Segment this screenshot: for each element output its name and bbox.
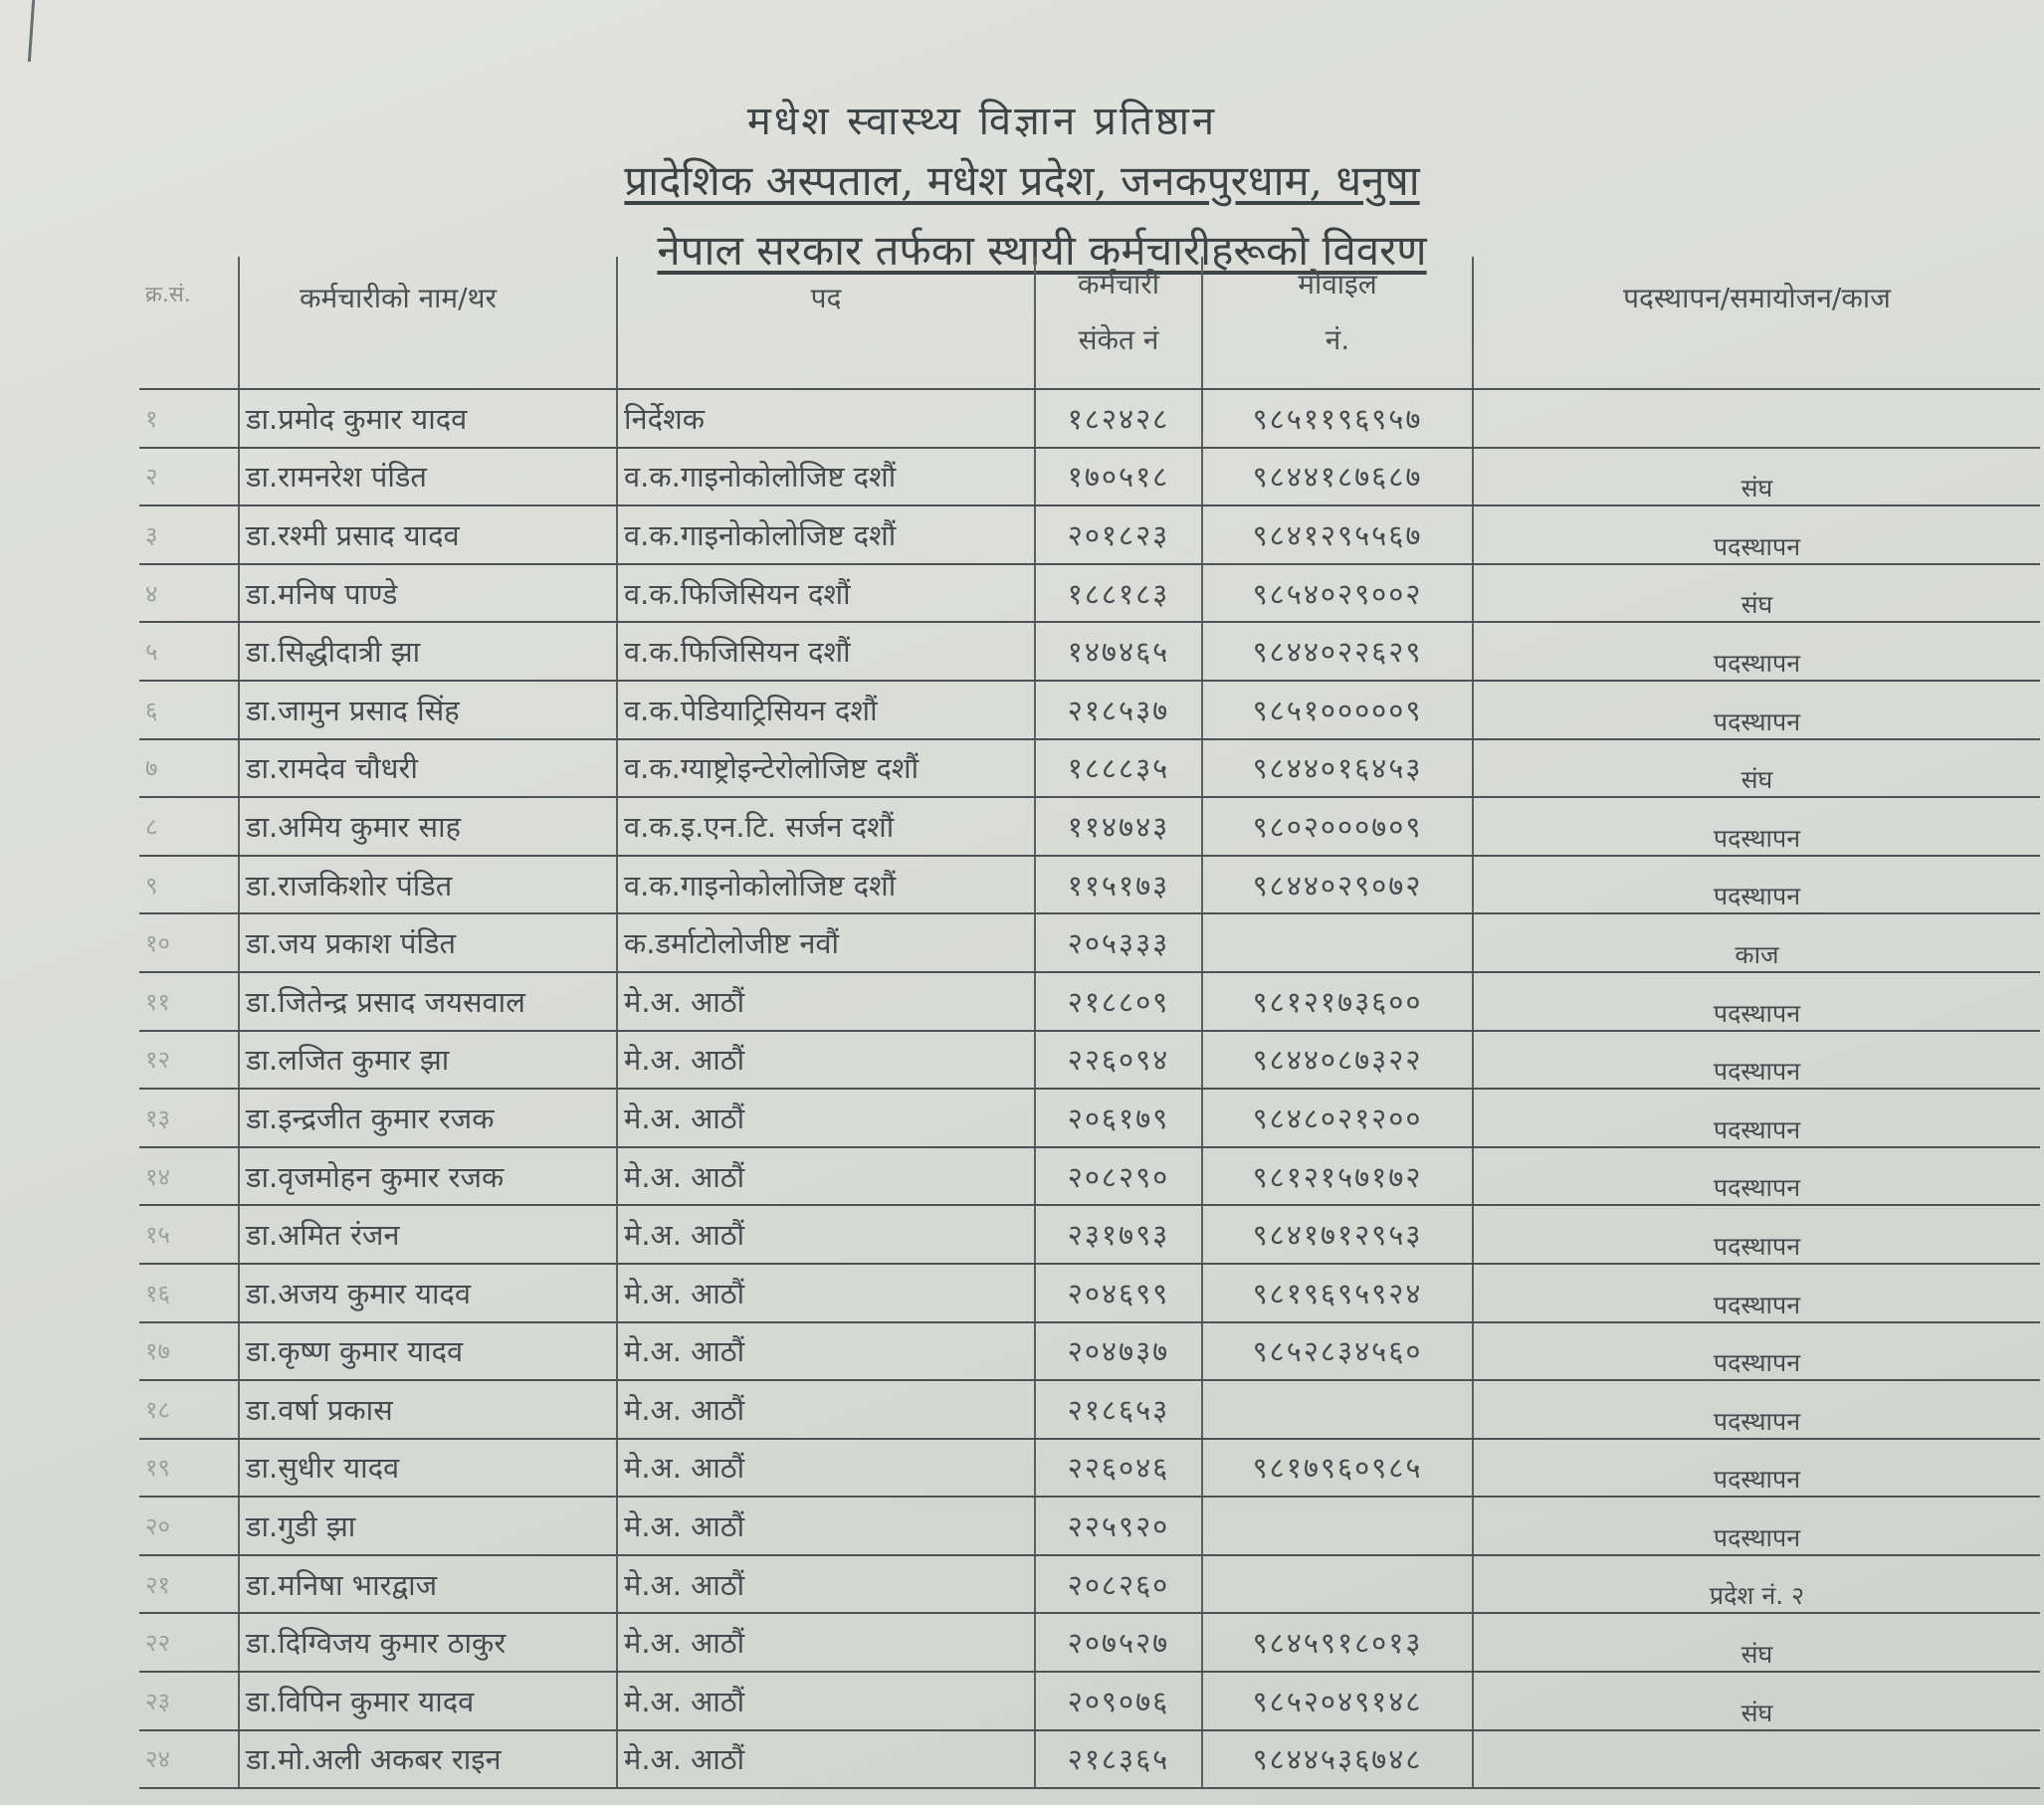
cell-code: २०९०७६: [1035, 1672, 1202, 1730]
table-row: [139, 1089, 2040, 1147]
cell-sn: २३: [139, 1672, 239, 1730]
cell-remarks: काज: [1473, 913, 2040, 972]
column-header-name: कर्मचारीको नाम/थर: [239, 257, 617, 389]
cell-mobile: ९८०२०००७०९: [1202, 797, 1473, 856]
cell-post: मे.अ. आठौं: [617, 1380, 1035, 1439]
cell-name: डा.मनिषा भारद्वाज: [239, 1555, 617, 1614]
cell-code: २०५३३३: [1035, 913, 1202, 972]
cell-post: मे.अ. आठौं: [617, 1672, 1035, 1730]
staff-table: [139, 257, 2040, 1789]
cell-post: व.क.पेडियाट्रिसियन दशौं: [617, 681, 1035, 739]
cell-remarks: पदस्थापन: [1473, 856, 2040, 914]
cell-post: व.क.इ.एन.टि. सर्जन दशौं: [617, 797, 1035, 856]
cell-remarks: संघ: [1473, 1672, 2040, 1730]
cell-name: डा.कृष्ण कुमार यादव: [239, 1322, 617, 1381]
table-row: [139, 1322, 2040, 1381]
cell-mobile: ९८५४०२९००२: [1202, 564, 1473, 623]
table-header-row: [139, 257, 2040, 389]
cell-remarks: पदस्थापन: [1473, 1147, 2040, 1206]
cell-mobile: ९८४४१८७६८७: [1202, 448, 1473, 506]
cell-code: ११५१७३: [1035, 856, 1202, 914]
cell-sn: १५: [139, 1205, 239, 1264]
cell-post: व.क.गाइनोकोलोजिष्ट दशौं: [617, 505, 1035, 564]
cell-remarks: पदस्थापन: [1473, 1205, 2040, 1264]
cell-name: डा.मो.अली अकबर राइन: [239, 1730, 617, 1789]
cell-code: १८८१८३: [1035, 564, 1202, 623]
cell-post: मे.अ. आठौं: [617, 1730, 1035, 1789]
table-row: [139, 1031, 2040, 1090]
cell-post: क.डर्माटोलोजीष्ट नवौं: [617, 913, 1035, 972]
cell-mobile: [1202, 1380, 1473, 1439]
cell-code: २०४६९९: [1035, 1264, 1202, 1322]
cell-name: डा.सुधीर यादव: [239, 1439, 617, 1498]
column-header-mobile-line1: मोवाइल: [1298, 268, 1377, 301]
cell-mobile: [1202, 913, 1473, 972]
cell-remarks: पदस्थापन: [1473, 1322, 2040, 1381]
cell-code: २२६०४६: [1035, 1439, 1202, 1498]
institution-title: मधेश स्वास्थ्य विज्ञान प्रतिष्ठान: [746, 99, 1218, 144]
cell-post: मे.अ. आठौं: [617, 1147, 1035, 1206]
cell-remarks: पदस्थापन: [1473, 797, 2040, 856]
pen-mark: [28, 0, 35, 62]
cell-post: मे.अ. आठौं: [617, 972, 1035, 1031]
cell-remarks: पदस्थापन: [1473, 681, 2040, 739]
cell-remarks: पदस्थापन: [1473, 1380, 2040, 1439]
cell-sn: ९: [139, 856, 239, 914]
cell-post: मे.अ. आठौं: [617, 1089, 1035, 1147]
cell-name: डा.अमित रंजन: [239, 1205, 617, 1264]
cell-name: डा.जय प्रकाश पंडित: [239, 913, 617, 972]
cell-code: १७०५१८: [1035, 448, 1202, 506]
cell-mobile: [1202, 1497, 1473, 1555]
cell-code: २०७५२७: [1035, 1613, 1202, 1672]
cell-post: मे.अ. आठौं: [617, 1322, 1035, 1381]
cell-name: डा.रामदेव चौधरी: [239, 739, 617, 798]
cell-sn: १२: [139, 1031, 239, 1090]
cell-name: डा.अमिय कुमार साह: [239, 797, 617, 856]
table-row: [139, 1497, 2040, 1555]
cell-name: डा.दिग्विजय कुमार ठाकुर: [239, 1613, 617, 1672]
table-row: [139, 1555, 2040, 1614]
cell-code: १८२४२८: [1035, 389, 1202, 448]
cell-post: व.क.ग्याष्ट्रोइन्टेरोलोजिष्ट दशौं: [617, 739, 1035, 798]
cell-code: २०१८२३: [1035, 505, 1202, 564]
cell-remarks: संघ: [1473, 564, 2040, 623]
table-row: [139, 913, 2040, 972]
cell-sn: ४: [139, 564, 239, 623]
cell-code: २२५९२०: [1035, 1497, 1202, 1555]
cell-code: २३१७९३: [1035, 1205, 1202, 1264]
cell-name: डा.रामनरेश पंडित: [239, 448, 617, 506]
document-subtitle: नेपाल सरकार तर्फका स्थायी कर्मचारीहरूको विवरण: [657, 226, 1427, 275]
cell-sn: १८: [139, 1380, 239, 1439]
cell-name: डा.गुडी झा: [239, 1497, 617, 1555]
cell-name: डा.इन्द्रजीत कुमार रजक: [239, 1089, 617, 1147]
table-row: [139, 448, 2040, 506]
cell-sn: ३: [139, 505, 239, 564]
cell-sn: १: [139, 389, 239, 448]
cell-sn: १०: [139, 913, 239, 972]
cell-name: डा.सिद्धीदात्री झा: [239, 622, 617, 681]
cell-sn: १७: [139, 1322, 239, 1381]
cell-post: मे.अ. आठौं: [617, 1264, 1035, 1322]
cell-post: मे.अ. आठौं: [617, 1031, 1035, 1090]
cell-mobile: ९८४४५३६७४८: [1202, 1730, 1473, 1789]
cell-mobile: ९८४४०१६४५३: [1202, 739, 1473, 798]
cell-sn: २२: [139, 1613, 239, 1672]
table-row: [139, 681, 2040, 739]
cell-sn: १६: [139, 1264, 239, 1322]
cell-remarks: संघ: [1473, 1613, 2040, 1672]
column-header-remarks: पदस्थापन/समायोजन/काज: [1473, 257, 2040, 389]
table-row: [139, 739, 2040, 798]
cell-name: डा.वृजमोहन कुमार रजक: [239, 1147, 617, 1206]
cell-code: ११४७४३: [1035, 797, 1202, 856]
cell-name: डा.जितेन्द्र प्रसाद जयसवाल: [239, 972, 617, 1031]
cell-name: डा.जामुन प्रसाद सिंह: [239, 681, 617, 739]
cell-sn: १३: [139, 1089, 239, 1147]
cell-sn: ५: [139, 622, 239, 681]
cell-name: डा.राजकिशोर पंडित: [239, 856, 617, 914]
cell-remarks: पदस्थापन: [1473, 1031, 2040, 1090]
column-header-code-line1: कर्मचारी: [1078, 268, 1159, 301]
cell-sn: २१: [139, 1555, 239, 1614]
table-row: [139, 622, 2040, 681]
cell-remarks: पदस्थापन: [1473, 1089, 2040, 1147]
cell-sn: २०: [139, 1497, 239, 1555]
cell-post: व.क.गाइनोकोलोजिष्ट दशौं: [617, 448, 1035, 506]
cell-code: २०८२६०: [1035, 1555, 1202, 1614]
table-row: [139, 1439, 2040, 1498]
cell-code: १४७४६५: [1035, 622, 1202, 681]
cell-sn: ११: [139, 972, 239, 1031]
cell-code: १८८८३५: [1035, 739, 1202, 798]
cell-mobile: ९८४१२९५५६७: [1202, 505, 1473, 564]
cell-post: व.क.फिजिसियन दशौं: [617, 622, 1035, 681]
cell-name: डा.वर्षा प्रकास: [239, 1380, 617, 1439]
cell-mobile: ९८५२०४९१४८: [1202, 1672, 1473, 1730]
cell-mobile: ९८१७९६०९८५: [1202, 1439, 1473, 1498]
cell-post: मे.अ. आठौं: [617, 1205, 1035, 1264]
cell-remarks: पदस्थापन: [1473, 1497, 2040, 1555]
cell-mobile: ९८४४०८७३२२: [1202, 1031, 1473, 1090]
cell-remarks: संघ: [1473, 448, 2040, 506]
table-row: [139, 1264, 2040, 1322]
column-header-mobile: [1202, 257, 1473, 389]
cell-sn: ७: [139, 739, 239, 798]
column-header-post: पद: [617, 257, 1035, 389]
cell-code: २१८३६५: [1035, 1730, 1202, 1789]
table-row: [139, 1380, 2040, 1439]
table-row: [139, 505, 2040, 564]
cell-post: मे.अ. आठौं: [617, 1439, 1035, 1498]
cell-sn: ८: [139, 797, 239, 856]
cell-remarks: [1473, 1730, 2040, 1789]
cell-remarks: पदस्थापन: [1473, 505, 2040, 564]
cell-remarks: पदस्थापन: [1473, 1439, 2040, 1498]
table-row: [139, 1613, 2040, 1672]
column-header-code-line2: संकेत नं: [1078, 323, 1159, 356]
table-row: [139, 797, 2040, 856]
table-row: [139, 1147, 2040, 1206]
cell-post: मे.अ. आठौं: [617, 1497, 1035, 1555]
cell-mobile: ९८१९६९५९२४: [1202, 1264, 1473, 1322]
cell-mobile: ९८१२१७३६००: [1202, 972, 1473, 1031]
cell-code: २१८८०९: [1035, 972, 1202, 1031]
cell-name: डा.मनिष पाण्डे: [239, 564, 617, 623]
cell-mobile: ९८५२८३४५६०: [1202, 1322, 1473, 1381]
cell-mobile: ९८४१७१२९५३: [1202, 1205, 1473, 1264]
cell-sn: २४: [139, 1730, 239, 1789]
cell-remarks: [1473, 389, 2040, 448]
table-row: [139, 389, 2040, 448]
column-header-code: [1035, 257, 1202, 389]
table-row: [139, 856, 2040, 914]
cell-post: व.क.फिजिसियन दशौं: [617, 564, 1035, 623]
cell-mobile: ९८१२१५७१७२: [1202, 1147, 1473, 1206]
cell-remarks: प्रदेश नं. २: [1473, 1555, 2040, 1614]
cell-post: मे.अ. आठौं: [617, 1555, 1035, 1614]
cell-name: डा.लजित कुमार झा: [239, 1031, 617, 1090]
table-body: [139, 389, 2040, 1788]
cell-sn: ६: [139, 681, 239, 739]
cell-remarks: पदस्थापन: [1473, 972, 2040, 1031]
cell-mobile: [1202, 1555, 1473, 1614]
cell-remarks: संघ: [1473, 739, 2040, 798]
cell-sn: २: [139, 448, 239, 506]
table-row: [139, 1730, 2040, 1789]
cell-remarks: पदस्थापन: [1473, 1264, 2040, 1322]
cell-mobile: ९८४५९१८०१३: [1202, 1613, 1473, 1672]
cell-sn: १९: [139, 1439, 239, 1498]
cell-post: मे.अ. आठौं: [617, 1613, 1035, 1672]
cell-mobile: ९८४४०२२६२९: [1202, 622, 1473, 681]
cell-name: डा.प्रमोद कुमार यादव: [239, 389, 617, 448]
cell-mobile: ९८५१०००००९: [1202, 681, 1473, 739]
table-row: [139, 1672, 2040, 1730]
cell-code: २२६०९४: [1035, 1031, 1202, 1090]
cell-remarks: पदस्थापन: [1473, 622, 2040, 681]
cell-code: २१८६५३: [1035, 1380, 1202, 1439]
hospital-address-title: प्रादेशिक अस्पताल, मधेश प्रदेश, जनकपुरधाम, धनुषा: [624, 156, 1420, 205]
cell-mobile: ९८५११९६९५७: [1202, 389, 1473, 448]
cell-name: डा.अजय कुमार यादव: [239, 1264, 617, 1322]
table-row: [139, 1205, 2040, 1264]
table-row: [139, 564, 2040, 623]
cell-sn: १४: [139, 1147, 239, 1206]
cell-mobile: ९८४८०२१२००: [1202, 1089, 1473, 1147]
cell-post: व.क.गाइनोकोलोजिष्ट दशौं: [617, 856, 1035, 914]
table-row: [139, 972, 2040, 1031]
cell-post: निर्देशक: [617, 389, 1035, 448]
column-header-mobile-line2: नं.: [1325, 323, 1350, 356]
cell-mobile: ९८४४०२९०७२: [1202, 856, 1473, 914]
cell-name: डा.रश्मी प्रसाद यादव: [239, 505, 617, 564]
cell-name: डा.विपिन कुमार यादव: [239, 1672, 617, 1730]
cell-code: २०४७३७: [1035, 1322, 1202, 1381]
cell-code: २१८५३७: [1035, 681, 1202, 739]
column-header-sn: क्र.सं.: [139, 257, 239, 389]
cell-code: २०८२९०: [1035, 1147, 1202, 1206]
cell-code: २०६१७९: [1035, 1089, 1202, 1147]
